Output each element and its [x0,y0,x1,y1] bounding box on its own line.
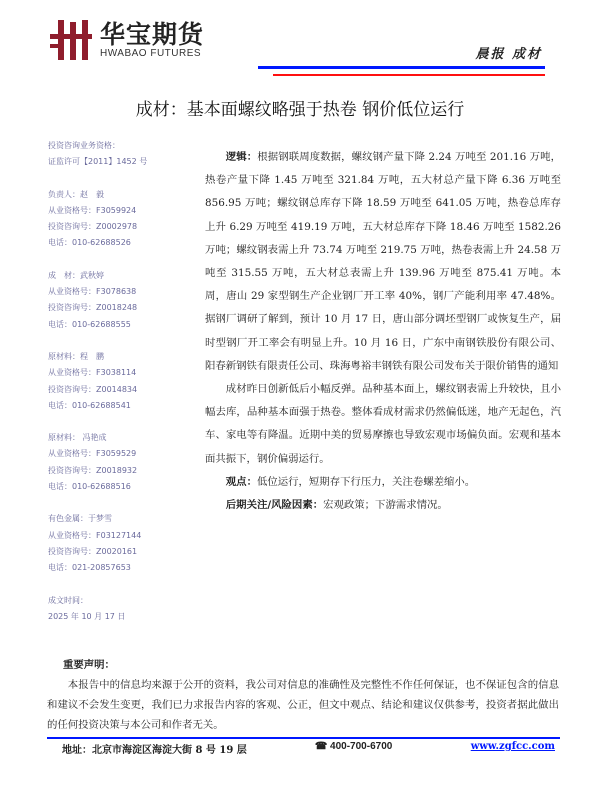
footer-website-link[interactable]: www.zgfcc.com [470,741,555,752]
footer-rule [47,737,560,739]
header-rule-blue [258,66,545,69]
contact-advisor: 投资咨询号：Z0014834 [48,384,138,394]
disclaimer-heading: 重要声明： [63,659,115,671]
logo-chinese-name: 华宝期货 [100,19,205,49]
date-label: 成文时间： [48,595,88,605]
market-paragraph: 成材昨日创新低后小幅反弹。品种基本面上，螺纹钢表需上升较快，且小幅去库，品种基本面强于热卷。整体看成材需求仍然偏低迷，地产无起色，汽车、家电等有降温。近期中美的贸易摩擦也导致宏观市场偏负面。宏观和基本面共振下，钢价偏弱运行。 [205,383,561,465]
contact-advisor: 投资咨询号：Z0002978 [48,222,138,232]
logic-paragraph [205,146,561,378]
view-label: 观点： [225,475,257,488]
date-value: 2025 年 10 月 17 日 [48,611,126,621]
contact-role: 负责人：赵 毅 [48,189,104,199]
telephone-icon: ☎ [314,741,331,752]
report-title: 成材：基本面螺纹略强于热卷 钢价低位运行 [135,100,465,120]
disclaimer-text: 本报告中的信息均来源于公开的资料，我公司对信息的准确性及完整性不作任何保证，也不保证包含的信息和建议不会发生变更，我们已力求报告内容的客观、公正，但文中观点、结论和建议仅供参考，投资者据此做出的任何投资决策与本公司和作者无关。 [47,679,559,731]
view-paragraph [205,471,561,494]
qualification-block [48,138,198,171]
risk-label: 后期关注/风险因素： [225,499,324,512]
contact-advisor: 投资咨询号：Z0018932 [48,465,138,475]
footer-phone [315,741,393,756]
contact-cert: 从业资格号：F3078638 [48,287,137,297]
logo-english-name: HWABAO FUTURES [100,47,202,59]
footer-address: 地址：北京市海淀区海淀大街 8 号 19 层 [62,745,247,756]
contact-phone: 电话：021-20857653 [48,563,131,573]
date-block [48,593,198,626]
risk-paragraph [205,494,561,517]
contact-phone: 电话：010-62688541 [48,400,131,410]
report-body [205,146,561,517]
contact-block [48,187,198,252]
contact-cert: 从业资格号：F3059924 [48,205,137,215]
contact-block [48,511,198,576]
contact-phone: 电话：010-62688555 [48,319,131,329]
contact-cert: 从业资格号：F03127144 [48,530,142,540]
disclaimer [47,655,559,735]
view-text: 低位运行，短期存下行压力，关注卷螺差缩小。 [256,475,476,488]
risk-text: 宏观政策；下游需求情况。 [323,499,448,512]
contact-role: 原材料：程 鹏 [48,351,104,361]
contact-cert: 从业资格号：F3059529 [48,449,137,459]
report-type-tag: 晨报 成材 [475,47,542,62]
contact-advisor: 投资咨询号：Z0020161 [48,546,138,556]
company-logo [50,20,204,60]
contact-block [48,430,198,495]
footer-phone-number: 400-700-6700 [330,741,393,752]
contact-role: 原材料： 冯艳成 [48,433,107,443]
analyst-sidebar [48,138,198,641]
logo-mark-icon [50,20,92,60]
contact-advisor: 投资咨询号：Z0018248 [48,303,138,313]
logic-text: 根据钢联周度数据，螺纹钢产量下降 2.24 万吨至 201.16 万吨，热卷产量下降 1.45 万吨至 321.84 万吨，五大材总产量下降 6.36 万吨至 856.95 万吨；螺纹钢总库存下降 18.59 万吨至 641.05 万吨，热卷总库存上升 6.29 万吨至 419.19 万吨，五大材总库存下降 18.46 万吨至 1582.26 万吨；螺纹钢表需上升 73.74 万吨至 219.75 万吨，热卷表需上升 24.58 万吨至 315.55 万吨，五大材总表需上升 139.96 万吨至 875.41 万吨。本周，唐山 29 家型钢生产企业钢厂开工率 40%，钢厂产能利用率 47.48%。据钢厂调研了解到，预计 10 月 17 日，唐山部分调坯型钢厂或恢复生产，届时型钢厂开工率会有明显上升。10 月 16 日，广东中南钢铁股份有限公司、阳春新钢铁有限责任公司、珠海粤裕丰钢铁有限公司发布关于限价销售的通知 [205,151,562,372]
header-rule-red [273,74,545,76]
contact-block [48,349,198,414]
footer [62,741,555,756]
contact-phone: 电话：010-62688516 [48,482,131,492]
contact-cert: 从业资格号：F3038114 [48,368,137,378]
contact-role: 有色金属：于梦雪 [48,514,112,524]
contact-phone: 电话：010-62688526 [48,238,131,248]
contact-block [48,268,198,333]
logic-label: 逻辑： [225,151,258,163]
qualification-label: 投资咨询业务资格： [48,141,120,150]
contact-role: 成 材：武秋婷 [48,270,104,280]
qualification-value: 证监许可【2011】1452 号 [48,157,148,167]
